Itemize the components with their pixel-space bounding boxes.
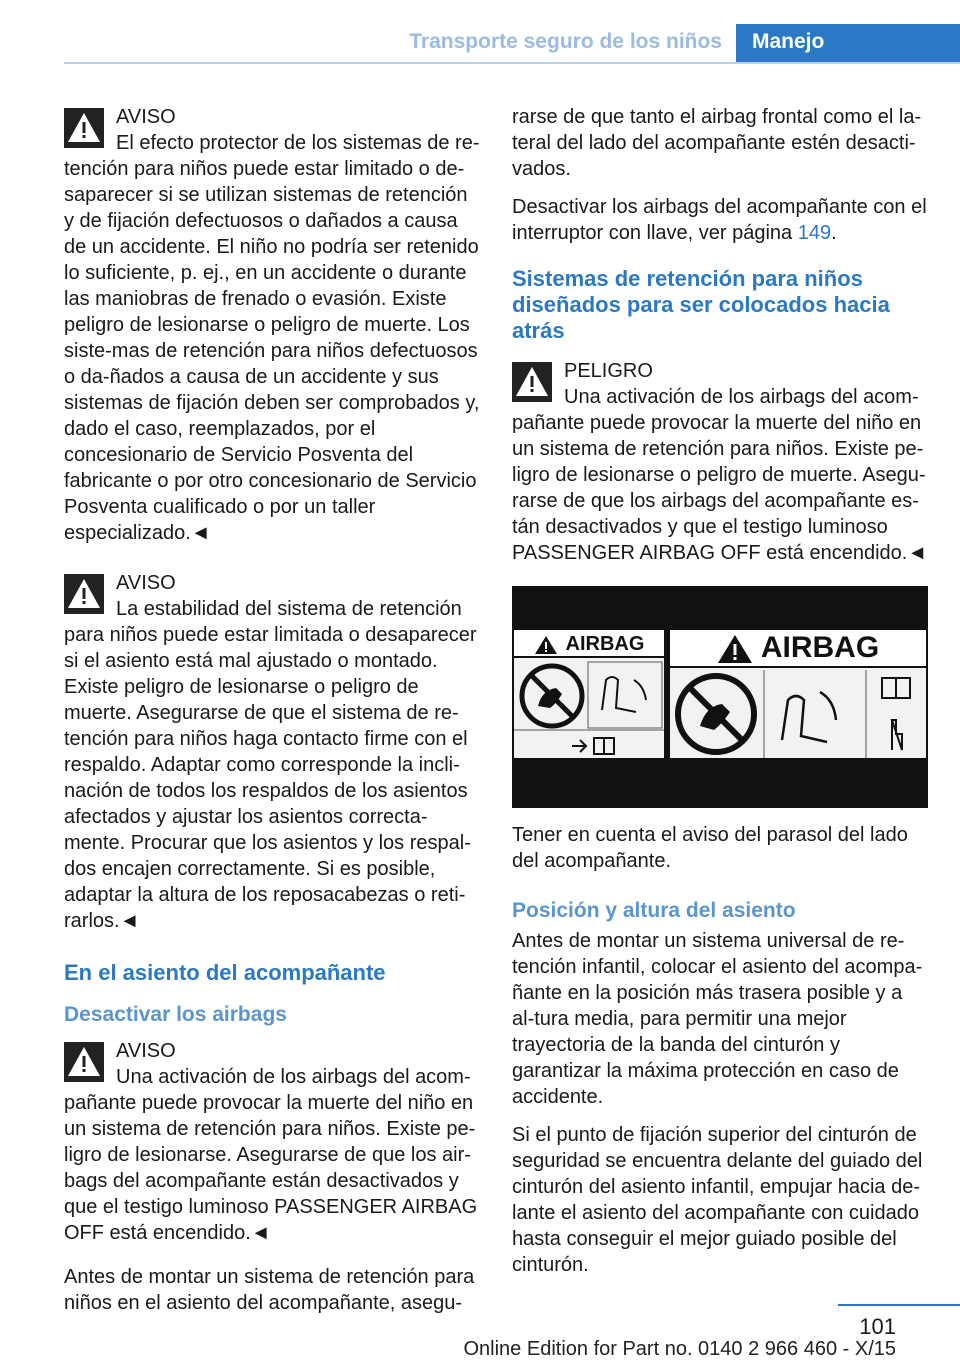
- warning-icon: [512, 362, 552, 402]
- airbag-banner: [670, 630, 926, 668]
- header-chapter-tab: Manejo: [736, 24, 960, 62]
- body-text: .: [831, 222, 837, 244]
- body-paragraph: Antes de montar un sistema de retención para niños en el asiento del acompañante, asegu-: [64, 1266, 475, 1314]
- right-column: [512, 104, 928, 1290]
- no-child-seat-icon: [670, 670, 926, 758]
- header-rule: [64, 62, 960, 64]
- subsection-heading: Desactivar los airbags: [64, 1003, 287, 1026]
- warning-title: PELIGRO: [564, 360, 653, 382]
- warning-icon: [64, 1042, 104, 1082]
- page-header: [0, 24, 960, 64]
- header-section-title: Transporte seguro de los niños: [409, 30, 722, 53]
- edition-note: Online Edition for Part no. 0140 2 966 460 - X/15: [463, 1338, 896, 1360]
- section-heading: En el asiento del acompañante: [64, 960, 386, 985]
- section-heading: Sistemas de retención para niños diseñados para ser colocados hacia atrás: [512, 266, 890, 343]
- warning-icon: [717, 634, 753, 664]
- body-paragraph: rarse de que tanto el airbag frontal como el la-teral del lado del acompañante estén desacti-vados.: [512, 106, 922, 180]
- warning-title: AVISO: [116, 106, 176, 128]
- warning-title: AVISO: [116, 572, 176, 594]
- airbag-banner: [514, 630, 664, 658]
- warning-icon: [64, 108, 104, 148]
- warning-title: AVISO: [116, 1040, 176, 1062]
- warning-text: tención para niños puede estar limitado o de-saparecer si se utilizan sistemas de retención y de fijación defectuosos o dañados a causa de un accidente. El niño no podría ser retenido lo suficiente, p. ej., en un accidente o durante las maniobras de frenado o evasión. Existe peligro de lesionarse o peligro de muerte. Los siste-mas de retención para niños defectuosos o da-ñados a causa de un accidente y sus sistemas de fijación deben ser comprobados y, dado el caso, reemplazados, por el concesionario de Servicio Posventa del fabricante o por otro concesionario de Servicio Posventa cualificado o por un taller especializado.◄: [64, 158, 480, 544]
- no-child-seat-icon: [514, 660, 664, 760]
- warning-text: para niños puede estar limitada o desaparecer si el asiento está mal ajustado o montado. Existe peligro de lesionarse o peligro de muerte. Asegurarse de que el sistema de re-tención para niños haga contacto firme con el respaldo. Adaptar como corresponde la incli-nación de todos los respaldos de los asientos afectados y ajustar los asientos correcta-mente. Procurar que los asientos y los respal-dos encajen correctamente. Si es posible, adaptar la altura de los reposacabezas o reti-rarlos.◄: [64, 624, 477, 932]
- airbag-banner-text: AIRBAG: [760, 631, 880, 664]
- warning-text: pañante puede provocar la muerte del niño en un sistema de retención para niños. Existe pe-ligro de lesionarse o peligro de muerte. Asegu-rarse de que los airbags del acompañante es-tán desactivados y que el testigo luminoso PASSENGER AIRBAG OFF está encendido.◄: [512, 412, 928, 564]
- body-paragraph: Si el punto de fijación superior del cinturón de seguridad se encuentra delante del guiado del cinturón del asiento infantil, empujar hacia de-lante el asiento del acompañante con cuidado hasta conseguir el mejor guiado posible del cinturón.: [512, 1124, 923, 1276]
- page-footer: [0, 1300, 960, 1362]
- airbag-banner-text: AIRBAG: [565, 633, 645, 655]
- warning-block: [512, 358, 928, 410]
- warning-text: pañante puede provocar la muerte del niño en un sistema de retención para niños. Existe pe-ligro de lesionarse. Asegurarse de que los air-bags del acompañante están desactivados y que el testigo luminoso PASSENGER AIRBAG OFF está encendido.◄: [64, 1092, 478, 1244]
- figure-caption: Tener en cuenta el aviso del parasol del lado del acompañante.: [512, 824, 908, 872]
- body-paragraph: [512, 194, 928, 246]
- warning-icon: [534, 635, 558, 655]
- warning-block: [64, 1038, 480, 1090]
- body-text: Desactivar los airbags del acompañante con el interruptor con llave, ver página: [512, 196, 927, 244]
- warning-block: [64, 104, 480, 156]
- warning-block: [64, 570, 480, 622]
- warning-first-line: El efecto protector de los sistemas de re-: [116, 132, 480, 154]
- airbag-label-large: [670, 630, 926, 758]
- footer-rule: [838, 1304, 960, 1306]
- page-number: 101: [859, 1314, 896, 1339]
- subsection-heading: Posición y altura del asiento: [512, 899, 796, 922]
- warning-icon: [64, 574, 104, 614]
- warning-first-line: Una activación de los airbags del acom-: [116, 1066, 471, 1088]
- airbag-sunvisor-label-image: [512, 586, 928, 808]
- page-reference-link[interactable]: 149: [797, 222, 832, 244]
- left-column: [64, 104, 480, 1328]
- body-paragraph: Antes de montar un sistema universal de re-tención infantil, colocar el asiento del acompa-ñante en la posición más trasera posible y a al-tura media, para permitir una mejor trayectoria de la banda del cinturón y garantizar la máxima protección en caso de accidente.: [512, 930, 923, 1108]
- warning-first-line: La estabilidad del sistema de retención: [116, 598, 462, 620]
- airbag-label-small: [514, 630, 664, 758]
- warning-first-line: Una activación de los airbags del acom-: [564, 386, 919, 408]
